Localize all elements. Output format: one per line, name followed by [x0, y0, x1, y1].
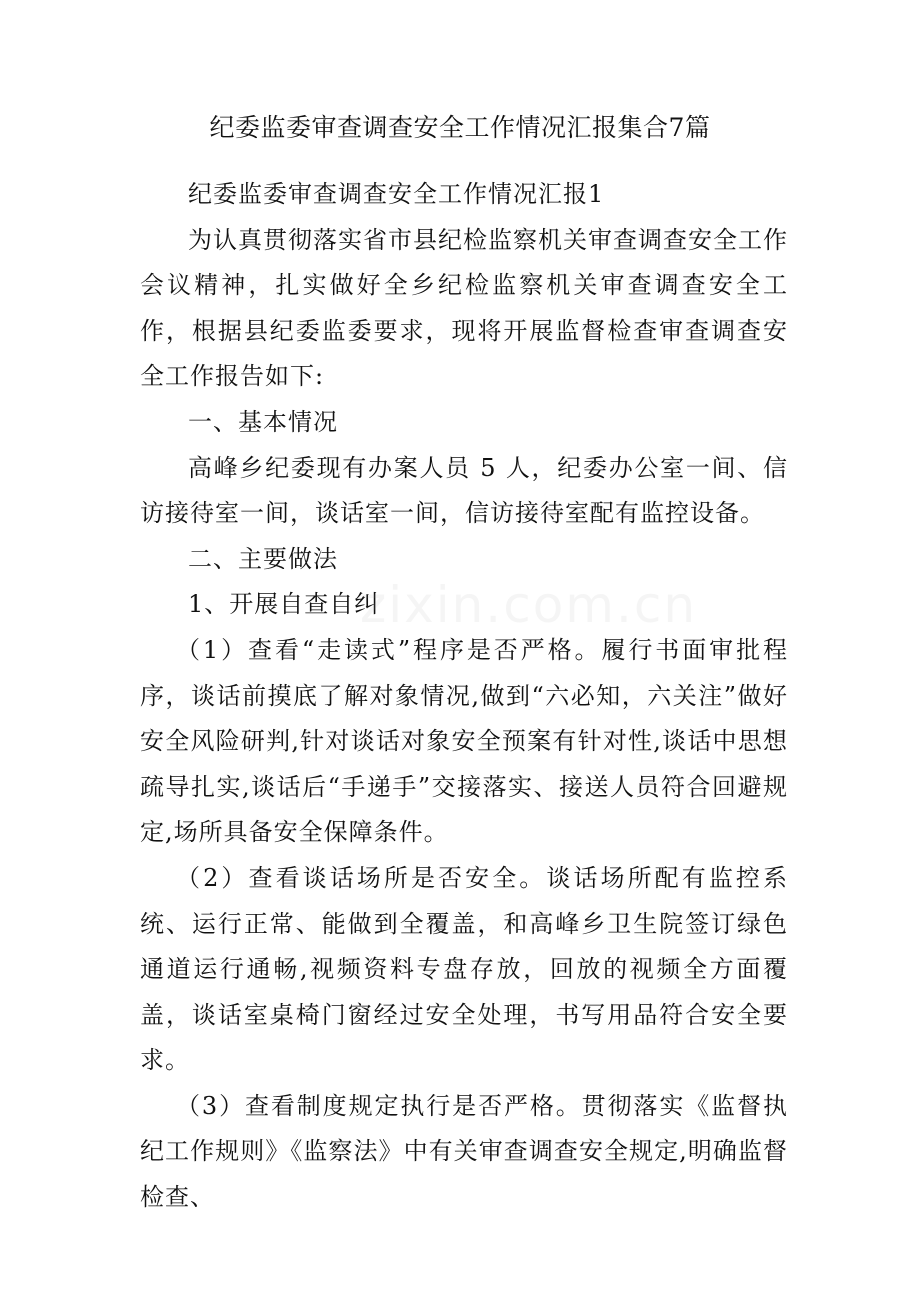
- body-paragraph: （1）查看“走读式”程序是否严格。履行书面审批程序，谈话前摸底了解对象情况,做到“六必知，六关注”做好安全风险研判,针对谈话对象安全预案有针对性,谈话中思想疏导扎实,谈话后“手递手”交接落实、接送人员符合回避规定,场所具备安全保障条件。: [140, 635, 788, 847]
- subsection-heading: 1、开展自查自纠: [188, 590, 380, 619]
- section-heading: 一、基本情况: [188, 407, 338, 436]
- body-paragraph: 高峰乡纪委现有办案人员 5 人，纪委办公室一间、信访接待室一间，谈话室一间，信访接待室配有监控设备。: [140, 453, 788, 528]
- section-heading: 二、主要做法: [188, 544, 338, 573]
- document-body: [140, 172, 788, 1221]
- body-paragraph: 为认真贯彻落实省市县纪检监察机关审查调查安全工作会议精神，扎实做好全乡纪检监察机关审查调查安全工作，根据县纪委监委要求，现将开展监督检查审查调查安全工作报告如下:: [140, 225, 788, 391]
- watermark: zixin.com.cn: [360, 576, 698, 634]
- body-paragraph: （2）查看谈话场所是否安全。谈话场所配有监控系统、运行正常、能做到全覆盖，和高峰乡卫生院签订绿色通道运行通畅,视频资料专盘存放，回放的视频全方面覆盖，谈话室桌椅门窗经过安全处理，书写用品符合安全要求。: [140, 863, 788, 1075]
- body-paragraph: （3）查看制度规定执行是否严格。贯彻落实《监督执纪工作规则》《监察法》中有关审查调查安全规定,明确监督检查、: [140, 1091, 788, 1212]
- document-title: 纪委监委审查调查安全工作情况汇报集合7篇: [209, 113, 711, 142]
- section-heading: 纪委监委审查调查安全工作情况汇报1: [188, 180, 605, 208]
